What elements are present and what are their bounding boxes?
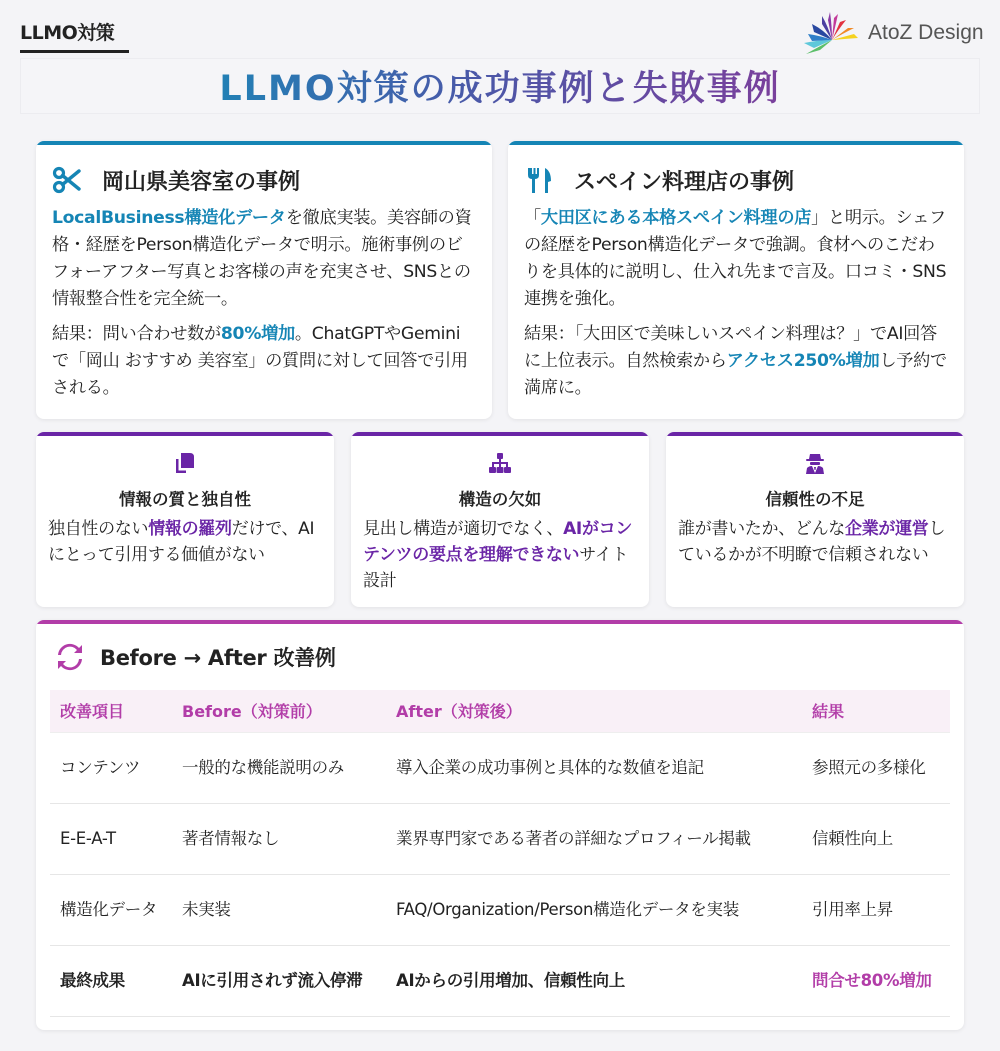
result-highlight: 80%増加 [220,324,295,344]
sync-icon [56,643,84,671]
case-description: 「大田区にある本格スペイン料理の店」と明示。シェフの経歴をPerson構造化データで強調。食材へのこだわりを具体的に説明し、仕入れ先まで言及。口コミ・SNS連携を強化。 [524,208,947,309]
cell-before: 未実装 [172,874,386,945]
brand-logo [800,10,984,56]
table-row [50,874,950,945]
cell-result: 信頼性向上 [802,803,950,874]
cell-item: E-E-A-T [50,803,172,874]
table-row-final [50,945,950,1016]
result-highlight: アクセス250%増加 [726,351,880,371]
logo-fan-icon [800,10,862,56]
case-highlight: LocalBusiness構造化データ [52,208,286,228]
column-header: Before（対策前） [172,690,386,732]
before-after-section [36,620,964,1030]
user-secret-icon [678,448,952,478]
cell-after: 導入企業の成功事例と具体的な数値を追記 [386,732,802,803]
column-header: After（対策後） [386,690,802,732]
failure-title: 情報の質と独自性 [119,490,251,509]
case-result: 結果：「大田区で美味しいスペイン料理は？」でAI回答に上位表示。自然検索からアクセス250%増加し予約で満席に。 [524,324,947,398]
case-highlight: 大田区にある本格スペイン料理の店 [540,208,812,228]
cell-before: AIに引用されず流入停滞 [172,945,386,1016]
cell-item: コンテンツ [50,732,172,803]
failure-description: 誰が書いたか、どんな企業が運営しているかが不明瞭で信頼されない [678,519,946,565]
failure-description: 独自性のない情報の羅列だけで、AIにとって引用する価値がない [48,519,315,565]
failure-case-quality [36,432,334,607]
copy-icon [48,448,322,478]
case-result: 結果：問い合わせ数が80%増加。ChatGPTやGeminiで「岡山 おすすめ 美容室」の質問に対して回答で引用される。 [52,324,468,398]
case-title: 岡山県美容室の事例 [102,169,301,195]
cell-result: 問合せ80%増加 [802,945,950,1016]
cell-after: FAQ/Organization/Person構造化データを実装 [386,874,802,945]
failure-title: 構造の欠如 [458,490,542,509]
scissors-icon [52,163,88,197]
cell-after: AIからの引用増加、信頼性向上 [386,945,802,1016]
table-header-row [50,690,950,732]
failure-case-structure [351,432,649,607]
case-title: スペイン料理店の事例 [574,169,795,195]
title-banner [20,58,980,114]
logo-text: AtoZ Design [868,21,984,44]
success-case-restaurant [508,141,964,419]
page-title: LLMO対策の成功事例と失敗事例 [219,61,780,111]
cell-before: 著者情報なし [172,803,386,874]
cell-result: 参照元の多様化 [802,732,950,803]
success-case-salon [36,141,492,419]
utensils-icon [524,163,560,197]
failure-title: 信頼性の不足 [765,490,865,509]
table-row [50,732,950,803]
improvement-table [50,690,950,1017]
table-row [50,803,950,874]
cell-item: 最終成果 [50,945,172,1016]
section-tag: LLMO対策 [20,18,129,53]
failure-description: 見出し構造が適切でなく、AIがコンテンツの要点を理解できないサイト設計 [363,519,633,591]
cell-result: 引用率上昇 [802,874,950,945]
cell-after: 業界専門家である著者の詳細なプロフィール掲載 [386,803,802,874]
column-header: 結果 [802,690,950,732]
section-title: Before → After 改善例 [100,646,336,670]
sitemap-icon [363,448,637,478]
cell-before: 一般的な機能説明のみ [172,732,386,803]
case-description: LocalBusiness構造化データを徹底実装。美容師の資格・経歴をPerson構造化データで明示。施術事例のビフォーアフター写真とお客様の声を充実させ、SNSとの情報整合性を完全統一。 [52,208,472,309]
cell-item: 構造化データ [50,874,172,945]
failure-case-trust [666,432,964,607]
column-header: 改善項目 [50,690,172,732]
